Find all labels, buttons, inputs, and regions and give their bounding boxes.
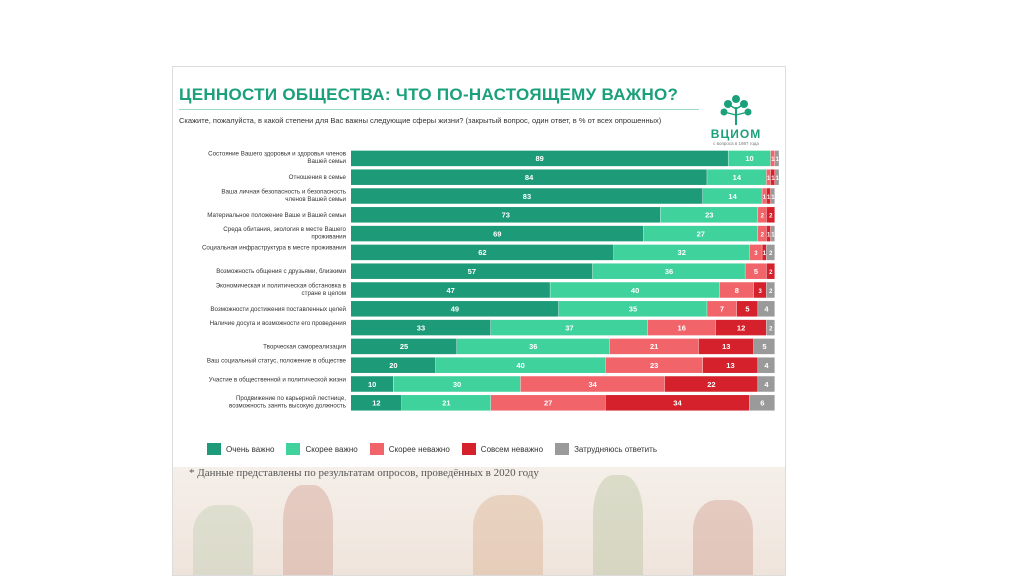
category-label: Отношения в семье bbox=[288, 174, 346, 182]
legend-item bbox=[462, 443, 543, 455]
data-label: 21 bbox=[442, 398, 451, 408]
data-label: 23 bbox=[649, 361, 659, 370]
data-label: 7 bbox=[719, 304, 725, 314]
data-label: 5 bbox=[762, 342, 767, 352]
data-label: 27 bbox=[696, 229, 705, 239]
slide bbox=[172, 66, 786, 576]
data-label: 62 bbox=[478, 248, 487, 258]
data-label: 2 bbox=[769, 326, 773, 333]
category-label: Социальная инфраструктура в месте проживания bbox=[201, 244, 346, 252]
data-label: 2 bbox=[769, 251, 773, 258]
background-cathedral-image bbox=[173, 467, 785, 575]
data-label: 5 bbox=[745, 304, 750, 314]
data-label: 49 bbox=[450, 304, 460, 314]
legend-label: Скорее важно bbox=[305, 444, 358, 454]
data-label: 5 bbox=[753, 267, 759, 276]
data-label: 16 bbox=[677, 323, 686, 333]
data-label: 2 bbox=[760, 213, 764, 220]
data-label: 40 bbox=[630, 285, 640, 295]
data-label: 3 bbox=[758, 288, 762, 295]
logo-text: ВЦИОМ bbox=[710, 127, 762, 141]
chart-legend bbox=[207, 443, 657, 455]
data-label: 4 bbox=[764, 304, 769, 314]
data-label: 25 bbox=[399, 342, 409, 352]
category-label: Ваш социальный статус, положение в обществе bbox=[206, 357, 346, 365]
data-label: 32 bbox=[677, 248, 686, 258]
category-label: Экономическая и политическая обстановка в стране в целом bbox=[215, 282, 346, 297]
category-label: Возможность общения с друзьями, близкими bbox=[216, 268, 346, 276]
data-label: 36 bbox=[664, 267, 674, 276]
data-label: 12 bbox=[372, 398, 381, 408]
legend-swatch bbox=[462, 443, 476, 455]
data-label: 21 bbox=[649, 342, 659, 352]
data-label: 10 bbox=[745, 154, 754, 164]
legend-swatch bbox=[555, 443, 569, 455]
data-label: 84 bbox=[524, 173, 534, 182]
data-label: 13 bbox=[726, 361, 735, 370]
category-label: Возможности достижения поставленных целей bbox=[210, 305, 346, 313]
data-label: 57 bbox=[467, 267, 477, 276]
legend-swatch bbox=[370, 443, 384, 455]
data-label: 36 bbox=[529, 342, 538, 352]
category-label: Ваша личная безопасность и безопасность членов Вашей семьи bbox=[221, 188, 346, 203]
legend-swatch bbox=[207, 443, 221, 455]
data-label: 14 bbox=[728, 191, 737, 201]
legend-label: Очень важно bbox=[226, 444, 275, 454]
category-label: Среда обитания, экология в месте Вашего проживания bbox=[223, 225, 346, 241]
data-label: 89 bbox=[535, 154, 544, 164]
legend-item bbox=[286, 443, 357, 455]
legend-swatch bbox=[286, 443, 300, 455]
data-label: 4 bbox=[764, 361, 769, 370]
data-label: 20 bbox=[389, 361, 398, 370]
category-label: Наличие досуга и возможности его проведения bbox=[209, 319, 346, 327]
data-label: 2 bbox=[769, 213, 773, 220]
data-label: 35 bbox=[628, 304, 638, 314]
data-label: 1 bbox=[771, 176, 775, 182]
data-label: 1 bbox=[775, 157, 779, 164]
data-label: 1 bbox=[766, 176, 771, 182]
title-divider bbox=[179, 109, 699, 110]
data-label: 1 bbox=[771, 232, 775, 239]
category-label: Состояние Вашего здоровья и здоровья членов Вашей семьи bbox=[208, 150, 346, 166]
category-label: Участие в общественной и политической жизни bbox=[208, 376, 346, 384]
footnote: * Данные представлены по результатам опросов, проведённых в 2020 году bbox=[189, 467, 539, 479]
data-label: 12 bbox=[736, 323, 746, 333]
data-label: 83 bbox=[522, 191, 532, 201]
data-label: 37 bbox=[565, 323, 574, 333]
data-label: 1 bbox=[762, 251, 767, 258]
data-label: 3 bbox=[754, 251, 758, 258]
legend-label: Совсем неважно bbox=[480, 444, 544, 454]
data-label: 1 bbox=[771, 194, 775, 201]
data-label: 1 bbox=[762, 194, 767, 201]
data-label: 1 bbox=[771, 157, 775, 164]
data-label: 10 bbox=[368, 379, 377, 389]
legend-item bbox=[555, 443, 657, 455]
slide-title: ЦЕННОСТИ ОБЩЕСТВА: ЧТО ПО-НАСТОЯЩЕМУ ВАЖНО? bbox=[179, 85, 679, 104]
data-label: 4 bbox=[764, 379, 769, 389]
data-label: 14 bbox=[732, 173, 742, 182]
category-label: Продвижение по карьерной лестнице, возможность занять высокую должность bbox=[229, 395, 346, 410]
data-label: 33 bbox=[416, 323, 426, 333]
data-label: 13 bbox=[722, 342, 731, 352]
data-label: 69 bbox=[493, 229, 502, 239]
stacked-bar-chart bbox=[173, 147, 785, 437]
logo-subtext: с вопроса в 1987 года bbox=[713, 141, 759, 146]
data-label: 1 bbox=[766, 232, 771, 239]
data-label: 73 bbox=[501, 210, 510, 220]
vciom-logo bbox=[701, 93, 771, 153]
data-label: 2 bbox=[769, 288, 773, 295]
legend-label: Скорее неважно bbox=[388, 444, 450, 454]
data-label: 30 bbox=[452, 379, 462, 389]
slide-subtitle: Скажите, пожалуйста, в какой степени для Вас важны следующие сферы жизни? (закрытый вопрос, один ответ, в % от всех опрошенных) bbox=[179, 116, 662, 125]
chart-svg bbox=[173, 147, 785, 437]
legend-item bbox=[370, 443, 450, 455]
data-label: 27 bbox=[543, 398, 553, 408]
tree-logo-icon bbox=[716, 93, 756, 127]
data-label: 34 bbox=[588, 379, 597, 389]
category-label: Материальное положение Ваше и Вашей семьи bbox=[207, 211, 346, 219]
data-label: 6 bbox=[760, 398, 765, 408]
legend-item bbox=[207, 443, 274, 455]
data-label: 47 bbox=[446, 285, 455, 295]
data-label: 23 bbox=[705, 210, 714, 220]
data-label: 1 bbox=[766, 194, 771, 201]
data-label: 2 bbox=[769, 270, 773, 276]
category-label: Творческая самореализация bbox=[263, 343, 346, 351]
data-label: 40 bbox=[516, 361, 525, 370]
data-label: 22 bbox=[707, 379, 716, 389]
legend-label: Затрудняюсь ответить bbox=[574, 444, 657, 454]
data-label: 2 bbox=[760, 232, 764, 239]
data-label: 1 bbox=[775, 176, 779, 182]
data-label: 8 bbox=[734, 285, 739, 295]
data-label: 34 bbox=[673, 398, 682, 408]
